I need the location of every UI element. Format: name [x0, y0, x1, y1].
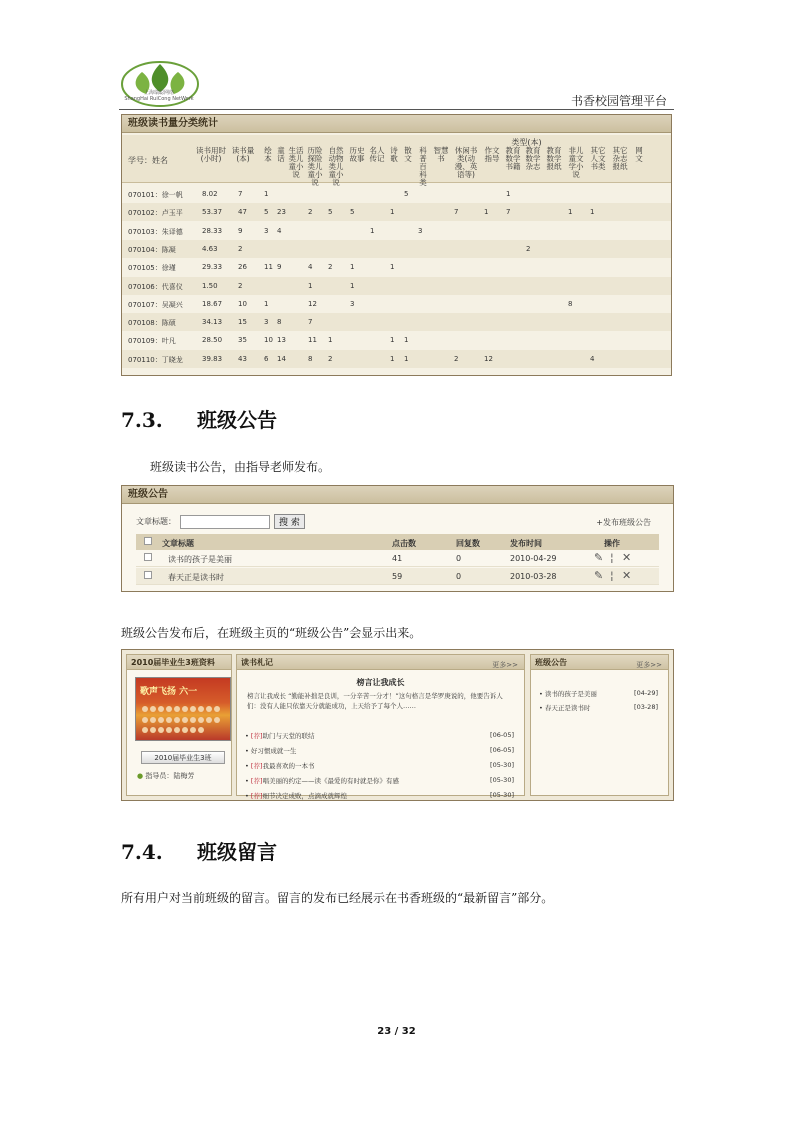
- table-cell: 070107：吴凝兴: [128, 300, 183, 309]
- stats-column-header: 自然动物类儿童小说: [328, 146, 344, 187]
- child-figure: [166, 706, 172, 712]
- table-cell: 7: [454, 208, 459, 217]
- search-label: 文章标题：: [136, 517, 176, 526]
- stats-column-header: 读书用时(小时): [196, 146, 226, 163]
- more-link[interactable]: 更多>>: [492, 661, 518, 669]
- table-cell: 11: [308, 336, 317, 345]
- table-cell: 3: [264, 318, 269, 327]
- notice-row-time: 2010-03-28: [510, 572, 557, 581]
- row-checkbox[interactable]: [144, 553, 152, 561]
- table-cell: 1: [404, 336, 409, 345]
- table-cell: 1: [404, 354, 409, 363]
- table-cell: 26: [238, 263, 247, 272]
- table-cell: 8.02: [202, 190, 218, 198]
- stats-table-header: [122, 135, 671, 187]
- child-figure: [166, 727, 172, 733]
- reading-notes-column: [236, 654, 525, 800]
- separator-icon: ¦: [610, 569, 614, 582]
- stats-column-header: 其它杂志报纸: [612, 146, 628, 171]
- table-row: [122, 203, 671, 221]
- class-home-panel: [121, 649, 674, 801]
- table-cell: 4.63: [202, 244, 218, 253]
- child-figure: [206, 706, 212, 712]
- table-cell: 3: [418, 226, 423, 235]
- user-icon: ●: [137, 772, 144, 780]
- table-row: [122, 331, 671, 349]
- list-item[interactable]: • 春天正是读书时 [03-28]: [539, 703, 658, 712]
- table-cell: 12: [484, 354, 493, 363]
- table-cell: 15: [238, 318, 247, 327]
- section-7-4-heading: [121, 836, 277, 865]
- table-row: [122, 295, 671, 313]
- table-cell: 1: [350, 281, 355, 290]
- table-cell: 28.33: [202, 226, 223, 235]
- table-cell: 2: [238, 281, 243, 290]
- table-cell: 10: [264, 336, 273, 345]
- child-figure: [150, 727, 156, 733]
- list-item[interactable]: • 读书的孩子是美丽 [04-29]: [539, 689, 658, 698]
- table-cell: 1: [390, 263, 395, 272]
- stats-column-header: 绘本: [264, 146, 272, 163]
- stats-column-header: 历险探险类儿童小说: [307, 146, 323, 187]
- stats-column-header: 教育数学报纸: [546, 146, 562, 171]
- stats-column-header: 教育数学书籍: [505, 146, 521, 171]
- featured-article-title[interactable]: 榜言让我成长: [356, 678, 405, 687]
- stats-column-header: 童话: [277, 146, 285, 163]
- table-cell: 47: [238, 208, 247, 217]
- section-7-4-desc: 所有用户对当前班级的留言。留言的发布已经展示在书香班级的“最新留言”部分。: [121, 891, 554, 905]
- table-cell: 18.67: [202, 299, 223, 308]
- table-cell: 2: [328, 354, 333, 363]
- table-cell: 7: [308, 318, 313, 327]
- class-notice-title: 班级公告 更多>>: [531, 655, 668, 670]
- table-cell: 070102：卢玉平: [128, 209, 183, 218]
- class-name-button[interactable]: 2010届毕业生3班: [141, 751, 225, 764]
- table-cell: 070104：陈凝: [128, 245, 176, 254]
- stats-title: 班级读书量分类统计: [122, 115, 671, 133]
- stats-column-header: 智慧书: [433, 146, 449, 163]
- stats-column-header: 学号：姓名: [128, 156, 168, 165]
- table-cell: 4: [277, 226, 282, 235]
- notice-search: [136, 514, 305, 529]
- table-cell: 39.83: [202, 354, 223, 363]
- table-cell: 6: [264, 354, 269, 363]
- stats-column-header: 生活类儿童小说: [288, 146, 304, 179]
- edit-icon[interactable]: ✎: [594, 569, 604, 582]
- more-link[interactable]: 更多>>: [636, 661, 662, 669]
- list-item[interactable]: • [荐]我最喜欢的一本书 [05-30]: [245, 761, 514, 770]
- child-figure: [166, 717, 172, 723]
- table-cell: 3: [350, 299, 355, 308]
- class-notice-panel: [121, 485, 674, 592]
- child-figure: [214, 717, 220, 723]
- platform-title: 书香校园管理平台: [570, 94, 667, 108]
- table-cell: 7: [506, 208, 511, 217]
- stats-column-header: 网文: [635, 146, 643, 163]
- child-figure: [190, 717, 196, 723]
- select-all-checkbox[interactable]: [144, 537, 152, 545]
- section-title: 班级留言: [197, 840, 277, 864]
- table-cell: 8: [568, 299, 573, 308]
- table-cell: 4: [308, 263, 313, 272]
- delete-icon[interactable]: ✕: [622, 569, 632, 582]
- section-number: 7.3.: [121, 408, 163, 432]
- notice-row-replies: 0: [456, 572, 462, 581]
- list-item[interactable]: • 好习惯成就一生 [06-05]: [245, 746, 514, 755]
- photo-caption: 歌声飞扬 六一: [140, 687, 198, 697]
- child-figure: [182, 706, 188, 712]
- publish-notice-link[interactable]: +发布班级公告: [596, 518, 651, 527]
- table-cell: 4: [590, 354, 595, 363]
- table-cell: 2: [328, 263, 333, 272]
- class-info-column: [126, 654, 232, 796]
- list-item[interactable]: • [荐]唱美丽的约定——读《最爱的有时就是你》有感 [05-30]: [245, 776, 514, 785]
- table-cell: 14: [277, 354, 286, 363]
- child-figure: [182, 727, 188, 733]
- table-cell: 5: [404, 190, 409, 198]
- notice-row-replies: 0: [456, 554, 462, 563]
- child-figure: [190, 706, 196, 712]
- child-figure: [158, 706, 164, 712]
- notice-row-title[interactable]: 春天正是读书时: [168, 573, 224, 582]
- logo-text: 上海瑞聪网络: [143, 90, 174, 96]
- child-figure: [158, 727, 164, 733]
- page-number: 23 / 32: [377, 1026, 416, 1037]
- notice-title: 班级公告: [122, 486, 673, 504]
- child-figure: [142, 727, 148, 733]
- stats-column-header: 作文指导: [484, 146, 500, 163]
- stats-column-header: 名人传记: [369, 146, 385, 163]
- table-cell: 1: [390, 336, 395, 345]
- class-info-title: 2010届毕业生3班资料: [127, 655, 231, 670]
- table-cell: 28.50: [202, 336, 223, 345]
- table-cell: 070109：叶凡: [128, 337, 176, 346]
- logo-caption: [104, 90, 214, 102]
- table-cell: 070101：徐一帆: [128, 191, 183, 199]
- table-cell: 2: [238, 244, 243, 253]
- table-cell: 9: [238, 226, 243, 235]
- delete-icon[interactable]: ✕: [622, 551, 632, 564]
- col-replies: 回复数: [456, 539, 480, 548]
- table-cell: 5: [350, 208, 355, 217]
- notice-row-time: 2010-04-29: [510, 554, 557, 563]
- child-figure: [214, 706, 220, 712]
- section-7-3-heading: [121, 404, 277, 433]
- child-figure: [182, 717, 188, 723]
- section-title: 班级公告: [197, 408, 277, 432]
- table-cell: 34.13: [202, 318, 223, 327]
- table-cell: 070108：陈硕: [128, 319, 176, 328]
- table-cell: 1: [264, 190, 269, 198]
- table-cell: 1: [308, 281, 313, 290]
- notice-row-clicks: 41: [392, 554, 403, 563]
- logo-subtext: ShangHai RuiCong NetWork: [124, 96, 194, 102]
- list-item[interactable]: • [荐]细节决定成败，点滴成就辉煌 [05-30]: [245, 791, 514, 800]
- table-cell: 1: [370, 226, 375, 235]
- table-row: [122, 240, 671, 258]
- table-cell: 8: [277, 318, 282, 327]
- table-row: [122, 277, 671, 295]
- stats-column-header: 非儿童文学小说: [568, 146, 584, 179]
- child-figure: [174, 706, 180, 712]
- table-cell: 1: [264, 299, 269, 308]
- col-title: 文章标题: [162, 539, 194, 548]
- table-cell: 070103：朱译德: [128, 227, 183, 236]
- separator-icon: ¦: [610, 551, 614, 564]
- reading-notes-title: 读书札记 更多>>: [237, 655, 524, 670]
- section-7-3-desc: 班级读书公告，由指导老师发布。: [150, 460, 331, 474]
- category-title: 类型(本): [511, 138, 542, 147]
- table-cell: 070110：丁晓龙: [128, 355, 183, 364]
- notice-row-title[interactable]: 读书的孩子是美丽: [168, 555, 232, 564]
- teacher-label: [137, 771, 194, 781]
- photo-children: [142, 706, 224, 736]
- table-row: [122, 185, 671, 203]
- search-button[interactable]: 搜 索: [274, 514, 305, 529]
- notice-after-text: 班级公告发布后，在班级主页的“班级公告”会显示出来。: [121, 626, 422, 640]
- class-photo: [135, 677, 231, 741]
- stats-column-header: 其它人文书类: [590, 146, 606, 171]
- table-cell: 2: [308, 208, 313, 217]
- child-figure: [142, 717, 148, 723]
- table-cell: 13: [277, 336, 286, 345]
- table-cell: 11: [264, 263, 273, 272]
- stats-column-header: 读书量(本): [231, 146, 255, 163]
- table-row: [122, 313, 671, 331]
- notice-table-header: [136, 534, 659, 550]
- header-divider: [119, 109, 674, 110]
- table-row: [122, 258, 671, 276]
- stats-column-header: 科普百科类: [419, 146, 427, 187]
- search-input[interactable]: [180, 515, 270, 529]
- table-cell: 35: [238, 336, 247, 345]
- table-cell: 070105：徐瑾: [128, 264, 176, 273]
- table-cell: 5: [328, 208, 333, 217]
- section-number: 7.4.: [121, 840, 163, 864]
- child-figure: [206, 717, 212, 723]
- table-cell: 1.50: [202, 281, 218, 290]
- table-row: [122, 222, 671, 240]
- edit-icon[interactable]: ✎: [594, 551, 604, 564]
- table-cell: 1: [350, 263, 355, 272]
- col-time: 发布时间: [510, 539, 542, 548]
- table-cell: 8: [308, 354, 313, 363]
- stats-column-header: 散文: [404, 146, 412, 163]
- list-item[interactable]: • [荐]助门与天堂的联结 [06-05]: [245, 731, 514, 740]
- child-figure: [198, 717, 204, 723]
- table-cell: 43: [238, 354, 247, 363]
- table-cell: 2: [454, 354, 459, 363]
- child-figure: [142, 706, 148, 712]
- class-notice-column: [530, 654, 669, 796]
- table-cell: 12: [308, 299, 317, 308]
- table-cell: 1: [484, 208, 489, 217]
- notice-row: [136, 568, 659, 585]
- table-cell: 1: [390, 208, 395, 217]
- child-figure: [174, 727, 180, 733]
- child-figure: [198, 727, 204, 733]
- child-figure: [198, 706, 204, 712]
- table-cell: 29.33: [202, 263, 223, 272]
- table-cell: 1: [390, 354, 395, 363]
- table-cell: 1: [568, 208, 573, 217]
- stats-column-header: 教育数学杂志: [525, 146, 541, 171]
- child-figure: [174, 717, 180, 723]
- table-cell: 3: [264, 226, 269, 235]
- child-figure: [158, 717, 164, 723]
- table-cell: 5: [264, 208, 269, 217]
- table-cell: 10: [238, 299, 247, 308]
- stats-column-header: 诗歌: [390, 146, 398, 163]
- table-cell: 53.37: [202, 208, 223, 217]
- stats-column-header: 历史故事: [349, 146, 365, 163]
- child-figure: [150, 717, 156, 723]
- table-cell: 2: [526, 244, 531, 253]
- col-ops: 操作: [604, 539, 620, 548]
- table-cell: 1: [590, 208, 595, 217]
- child-figure: [150, 706, 156, 712]
- row-checkbox[interactable]: [144, 571, 152, 579]
- table-cell: 9: [277, 263, 282, 272]
- table-cell: 1: [506, 190, 511, 198]
- notice-row-clicks: 59: [392, 572, 403, 581]
- table-cell: 7: [238, 190, 243, 198]
- teacher-name: 指导员：陆梅芳: [145, 772, 195, 780]
- reading-stats-panel: [121, 114, 672, 376]
- table-cell: 070106：代喜仪: [128, 282, 183, 291]
- col-clicks: 点击数: [392, 539, 416, 548]
- table-row: [122, 350, 671, 368]
- featured-article-body: 榜言让我成长 “勤能补拙是良训，一分辛苦一分才！”这句格言是华罗庚说的，他要告诉人们：没有人能只依靠天分就能成功，上天给予了每个人……: [247, 692, 503, 710]
- table-cell: 23: [277, 208, 286, 217]
- notice-row: [136, 550, 659, 567]
- table-cell: 1: [328, 336, 333, 345]
- child-figure: [190, 727, 196, 733]
- stats-column-header: 休闲书类(动漫、英语等): [454, 146, 478, 179]
